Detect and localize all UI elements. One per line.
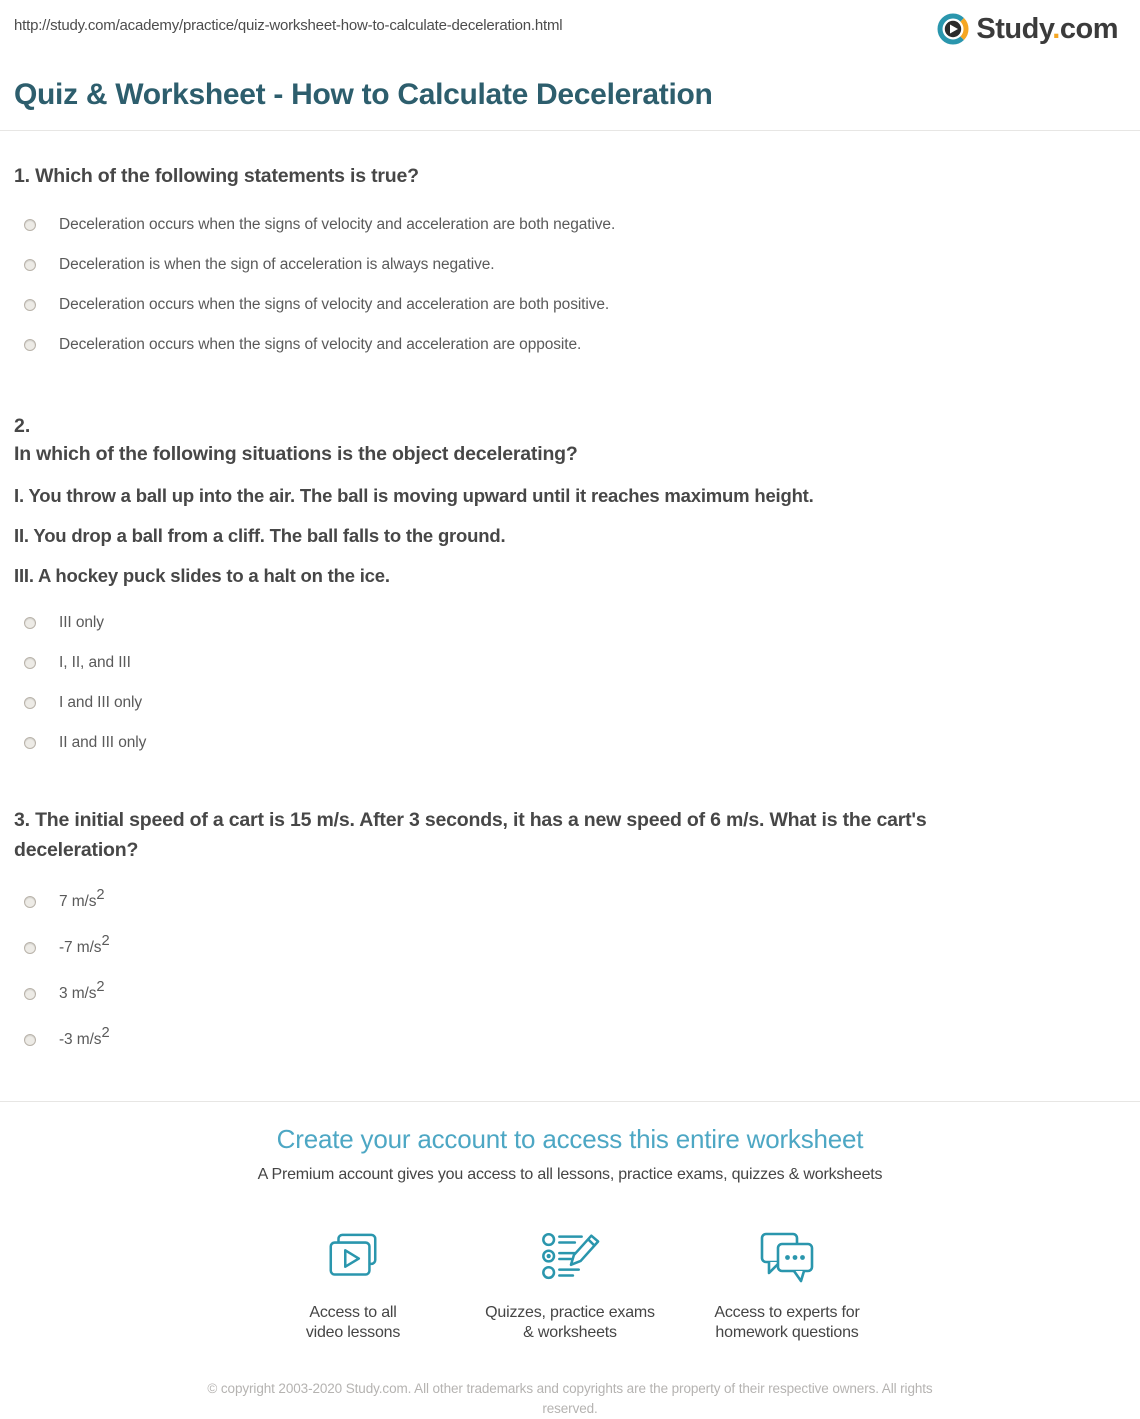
answer-option-label: Deceleration occurs when the signs of velocity and acceleration are both negative. [59,216,616,233]
answer-option[interactable] [14,879,1126,925]
answer-option[interactable] [14,245,1126,285]
radio-button[interactable] [24,697,36,709]
answer-option[interactable] [14,971,1126,1017]
answer-option[interactable] [14,205,1126,245]
answer-option-label: 7 $m/s^2$ [59,886,105,910]
radio-button[interactable] [24,988,36,1000]
question-2-statement-1: I. You throw a ball up into the air. The ball is moving upward until it reaches maximum height. [14,485,814,506]
chat-experts-icon [679,1226,896,1288]
play-circle-icon [936,12,970,46]
feature-1 [245,1226,462,1343]
copyright-notice: © copyright 2003-2020 Study.com. All other trademarks and copyrights are the property of their respective owners. All rights reserved. [207,1381,933,1416]
answer-option-label: Deceleration occurs when the signs of velocity and acceleration are opposite. [59,336,582,353]
radio-button[interactable] [24,896,36,908]
question-1 [14,161,1126,365]
feature-3-label: Access to experts for homework questions [714,1304,860,1341]
answer-option-label: I and III only [59,694,143,711]
question-2-heading: In which of the following situations is the object decelerating? [14,443,578,465]
answer-option[interactable] [14,1017,1126,1063]
question-2-options [14,603,1126,763]
questions-container [14,161,1126,1063]
account-cta-heading[interactable]: Create your account to access this entire worksheet [276,1124,864,1154]
answer-option-label: Deceleration occurs when the signs of velocity and acceleration are both positive. [59,296,610,313]
answer-option-label: 3 $m/s^2$ [59,978,105,1002]
feature-1-label: Access to all video lessons [305,1304,401,1341]
answer-option-label: III only [59,614,104,631]
answer-option[interactable] [14,683,1126,723]
question-3-heading: 3. The initial speed of a cart is 15 m/s. After 3 seconds, it has a new speed of 6 m/s. What is the cart's deceleration? [14,809,927,861]
answer-option[interactable] [14,285,1126,325]
feature-3 [679,1226,896,1343]
answer-option[interactable] [14,603,1126,643]
logo-wordmark: Study.com [976,12,1118,45]
answer-option-label: II and III only [59,734,147,751]
question-1-heading: 1. Which of the following statements is true? [14,165,419,187]
question-3 [14,805,1126,1063]
answer-option[interactable] [14,643,1126,683]
quizzes-worksheets-icon [462,1226,679,1288]
answer-option[interactable] [14,723,1126,763]
answer-option-label: Deceleration is when the sign of acceleration is always negative. [59,256,495,273]
quiz-body [0,161,1140,1063]
account-cta-section [0,1101,1140,1419]
page-header [0,0,1140,46]
radio-button[interactable] [24,219,36,231]
radio-button[interactable] [24,737,36,749]
feature-2-label: Quizzes, practice exams & worksheets [485,1304,655,1341]
radio-button[interactable] [24,617,36,629]
title-divider [0,130,1140,131]
answer-option[interactable] [14,925,1126,971]
answer-option-label: -7 $m/s^2$ [59,932,110,956]
answer-option-label: I, II, and III [59,654,131,671]
question-2-statement-3: III. A hockey puck slides to a halt on the ice. [14,565,390,586]
question-2-number: 2. [14,415,31,437]
page-title: Quiz & Worksheet - How to Calculate Deceleration [14,78,713,111]
video-lessons-icon [245,1226,462,1288]
answer-option[interactable] [14,325,1126,365]
page-url: http://study.com/academy/practice/quiz-worksheet-how-to-calculate-deceleration.html [14,17,563,34]
radio-button[interactable] [24,942,36,954]
feature-2 [462,1226,679,1343]
question-1-options [14,205,1126,365]
studycom-logo[interactable] [936,12,1118,46]
question-2-statement-2: II. You drop a ball from a cliff. The ball falls to the ground. [14,525,506,546]
question-2 [14,413,1126,763]
account-cta-subtitle: A Premium account gives you access to all lessons, practice exams, quizzes & worksheets [257,1166,883,1183]
radio-button[interactable] [24,259,36,271]
radio-button[interactable] [24,657,36,669]
radio-button[interactable] [24,299,36,311]
radio-button[interactable] [24,339,36,351]
answer-option-label: -3 $m/s^2$ [59,1024,110,1048]
features-row [0,1226,1140,1343]
question-3-options [14,879,1126,1063]
radio-button[interactable] [24,1034,36,1046]
